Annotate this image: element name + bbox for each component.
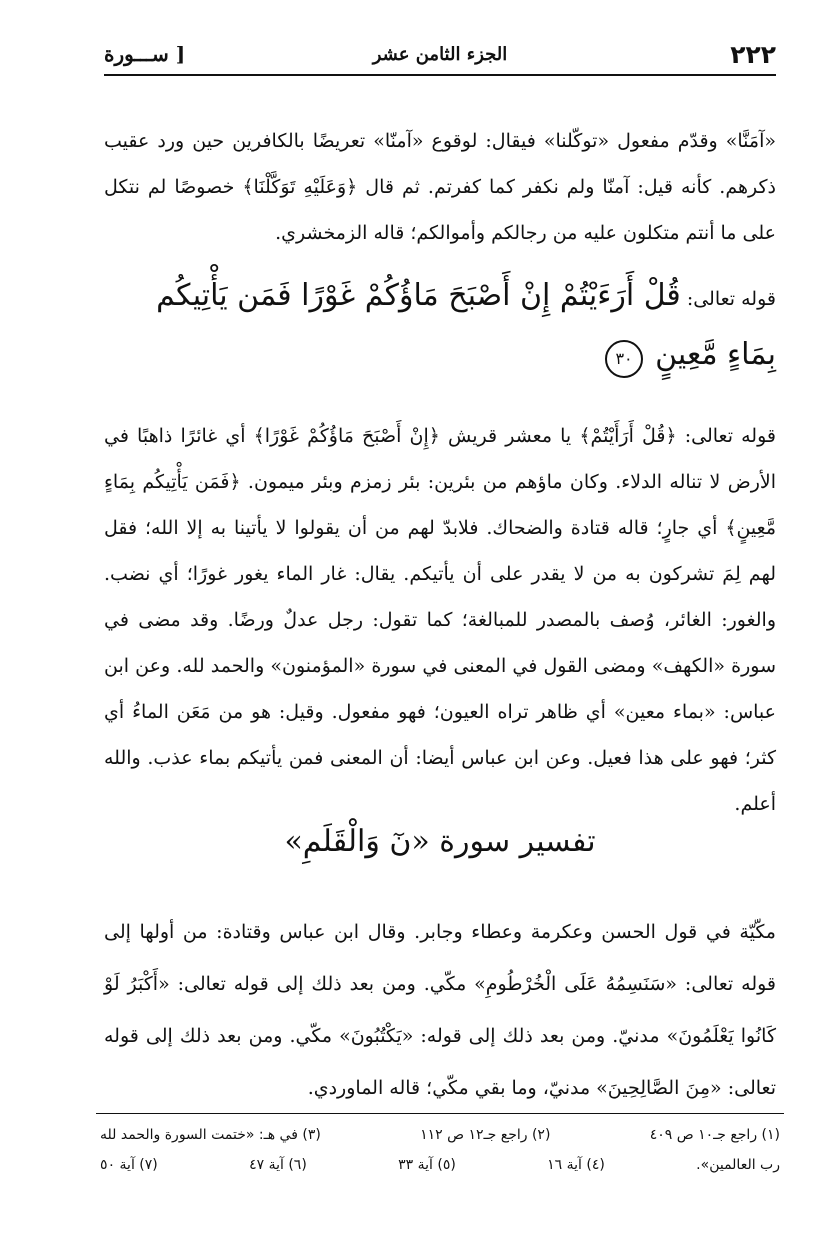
page-number: ٢٢٢: [730, 40, 776, 69]
footnote-row-2: [100, 1150, 780, 1180]
footnote-7: (٧) آية ٥٠: [100, 1157, 158, 1173]
ayah-number-icon: ٣٠: [605, 340, 643, 378]
footnotes: [100, 1120, 780, 1180]
paragraph-2: قوله تعالى: ﴿قُلْ أَرَأَيْتُمْ﴾ يا معشر قريش ﴿إِنْ أَصْبَحَ مَاؤُكُمْ غَوْرًا﴾ أي غائرًا ذاهبًا في الأرض لا تناله الدلاء. وكان ماؤهم من بئرين: بئر زمزم وبئر ميمون. ﴿فَمَن يَأْتِيكُم بِمَاءٍ مَّعِينٍ﴾ أي جارٍ؛ قاله قتادة والضحاك. فلابدّ لهم من أن يقولوا لا يأتينا به إلا الله؛ فقل لهم لِمَ تشركون به من لا يقدر على أن يأتيكم. يقال: غار الماء يغور غورًا؛ أي نضب. والغور: الغائر، وُصف بالمصدر للمبالغة؛ كما تقول: رجل عدلٌ ورضًا. وقد مضى في سورة «الكهف» ومضى القول في المعنى في سورة «المؤمنون» والحمد لله. وعن ابن عباس: «بماء معين» أي ظاهر تراه العيون؛ فهو مفعول. وقيل: هو من مَعَن الماءُ أي كثر؛ فهو على هذا فعيل. وعن ابن عباس أيضا: أن المعنى فمن يأتيكم بماء عذب. والله أعلم.: [104, 425, 776, 815]
footnote-2: (٢) راجع جـ١٢ ص ١١٢: [420, 1127, 551, 1143]
paragraph-1: «آمَنَّا» وقدّم مفعول «توكّلنا» فيقال: لوقوع «آمنّا» تعريضًا بالكافرين حين ورد عقيب ذكرهم. كأنه قيل: آمنّا ولم نكفر كما كفرتم. ثم قال ﴿وَعَلَيْهِ تَوَكَّلْنَا﴾ خصوصًا لم نتكل على ما أنتم متكلون عليه من رجالكم وأموالكم؛ قاله الزمخشري.: [104, 130, 776, 244]
verse-intro: قوله تعالى:: [686, 288, 776, 310]
footnote-3-continued: رب العالمين».: [696, 1157, 780, 1173]
section-title: تفسير سورة «نٓ وَالْقَلَمِ»: [284, 824, 596, 859]
footnote-3: (٣) في هـ: «ختمت السورة والحمد لله: [100, 1127, 321, 1143]
quran-verse: قُلْ أَرَءَيْتُمْ إِنْ أَصْبَحَ مَاؤُكُمْ غَوْرًا فَمَن يَأْتِيكُم بِمَاءٍ مَّعِينٍ: [156, 278, 776, 372]
footnote-4: (٤) آية ١٦: [547, 1157, 605, 1173]
footnote-6: (٦) آية ٤٧: [249, 1157, 307, 1173]
footnote-row-1: [100, 1120, 780, 1150]
footnote-5: (٥) آية ٣٣: [398, 1157, 456, 1173]
paragraph-3: مكّيّة في قول الحسن وعكرمة وعطاء وجابر. وقال ابن عباس وقتادة: من أولها إلى قوله تعالى: «سَنَسِمُهُ عَلَى الْخُرْطُومِ» مكّي. ومن بعد ذلك إلى قوله تعالى: «أَكْبَرُ لَوْ كَانُوا يَعْلَمُونَ» مدنيّ. ومن بعد ذلك إلى قوله: «يَكْتُبُونَ» مكّي. ومن بعد ذلك إلى قوله تعالى: «مِنَ الصَّالِحِينَ» مدنيّ، وما بقي مكّي؛ قاله الماوردي.: [104, 921, 776, 1099]
verse-block: [104, 268, 776, 386]
footnote-rule: [96, 1113, 784, 1114]
page-header: [104, 38, 776, 78]
part-title: الجزء الثامن عشر: [372, 44, 508, 65]
footnote-1: (١) راجع جـ١٠ ص ٤٠٩: [649, 1127, 780, 1143]
header-rule: [104, 74, 776, 76]
surah-running-title: [ ســـورة: [104, 42, 186, 66]
